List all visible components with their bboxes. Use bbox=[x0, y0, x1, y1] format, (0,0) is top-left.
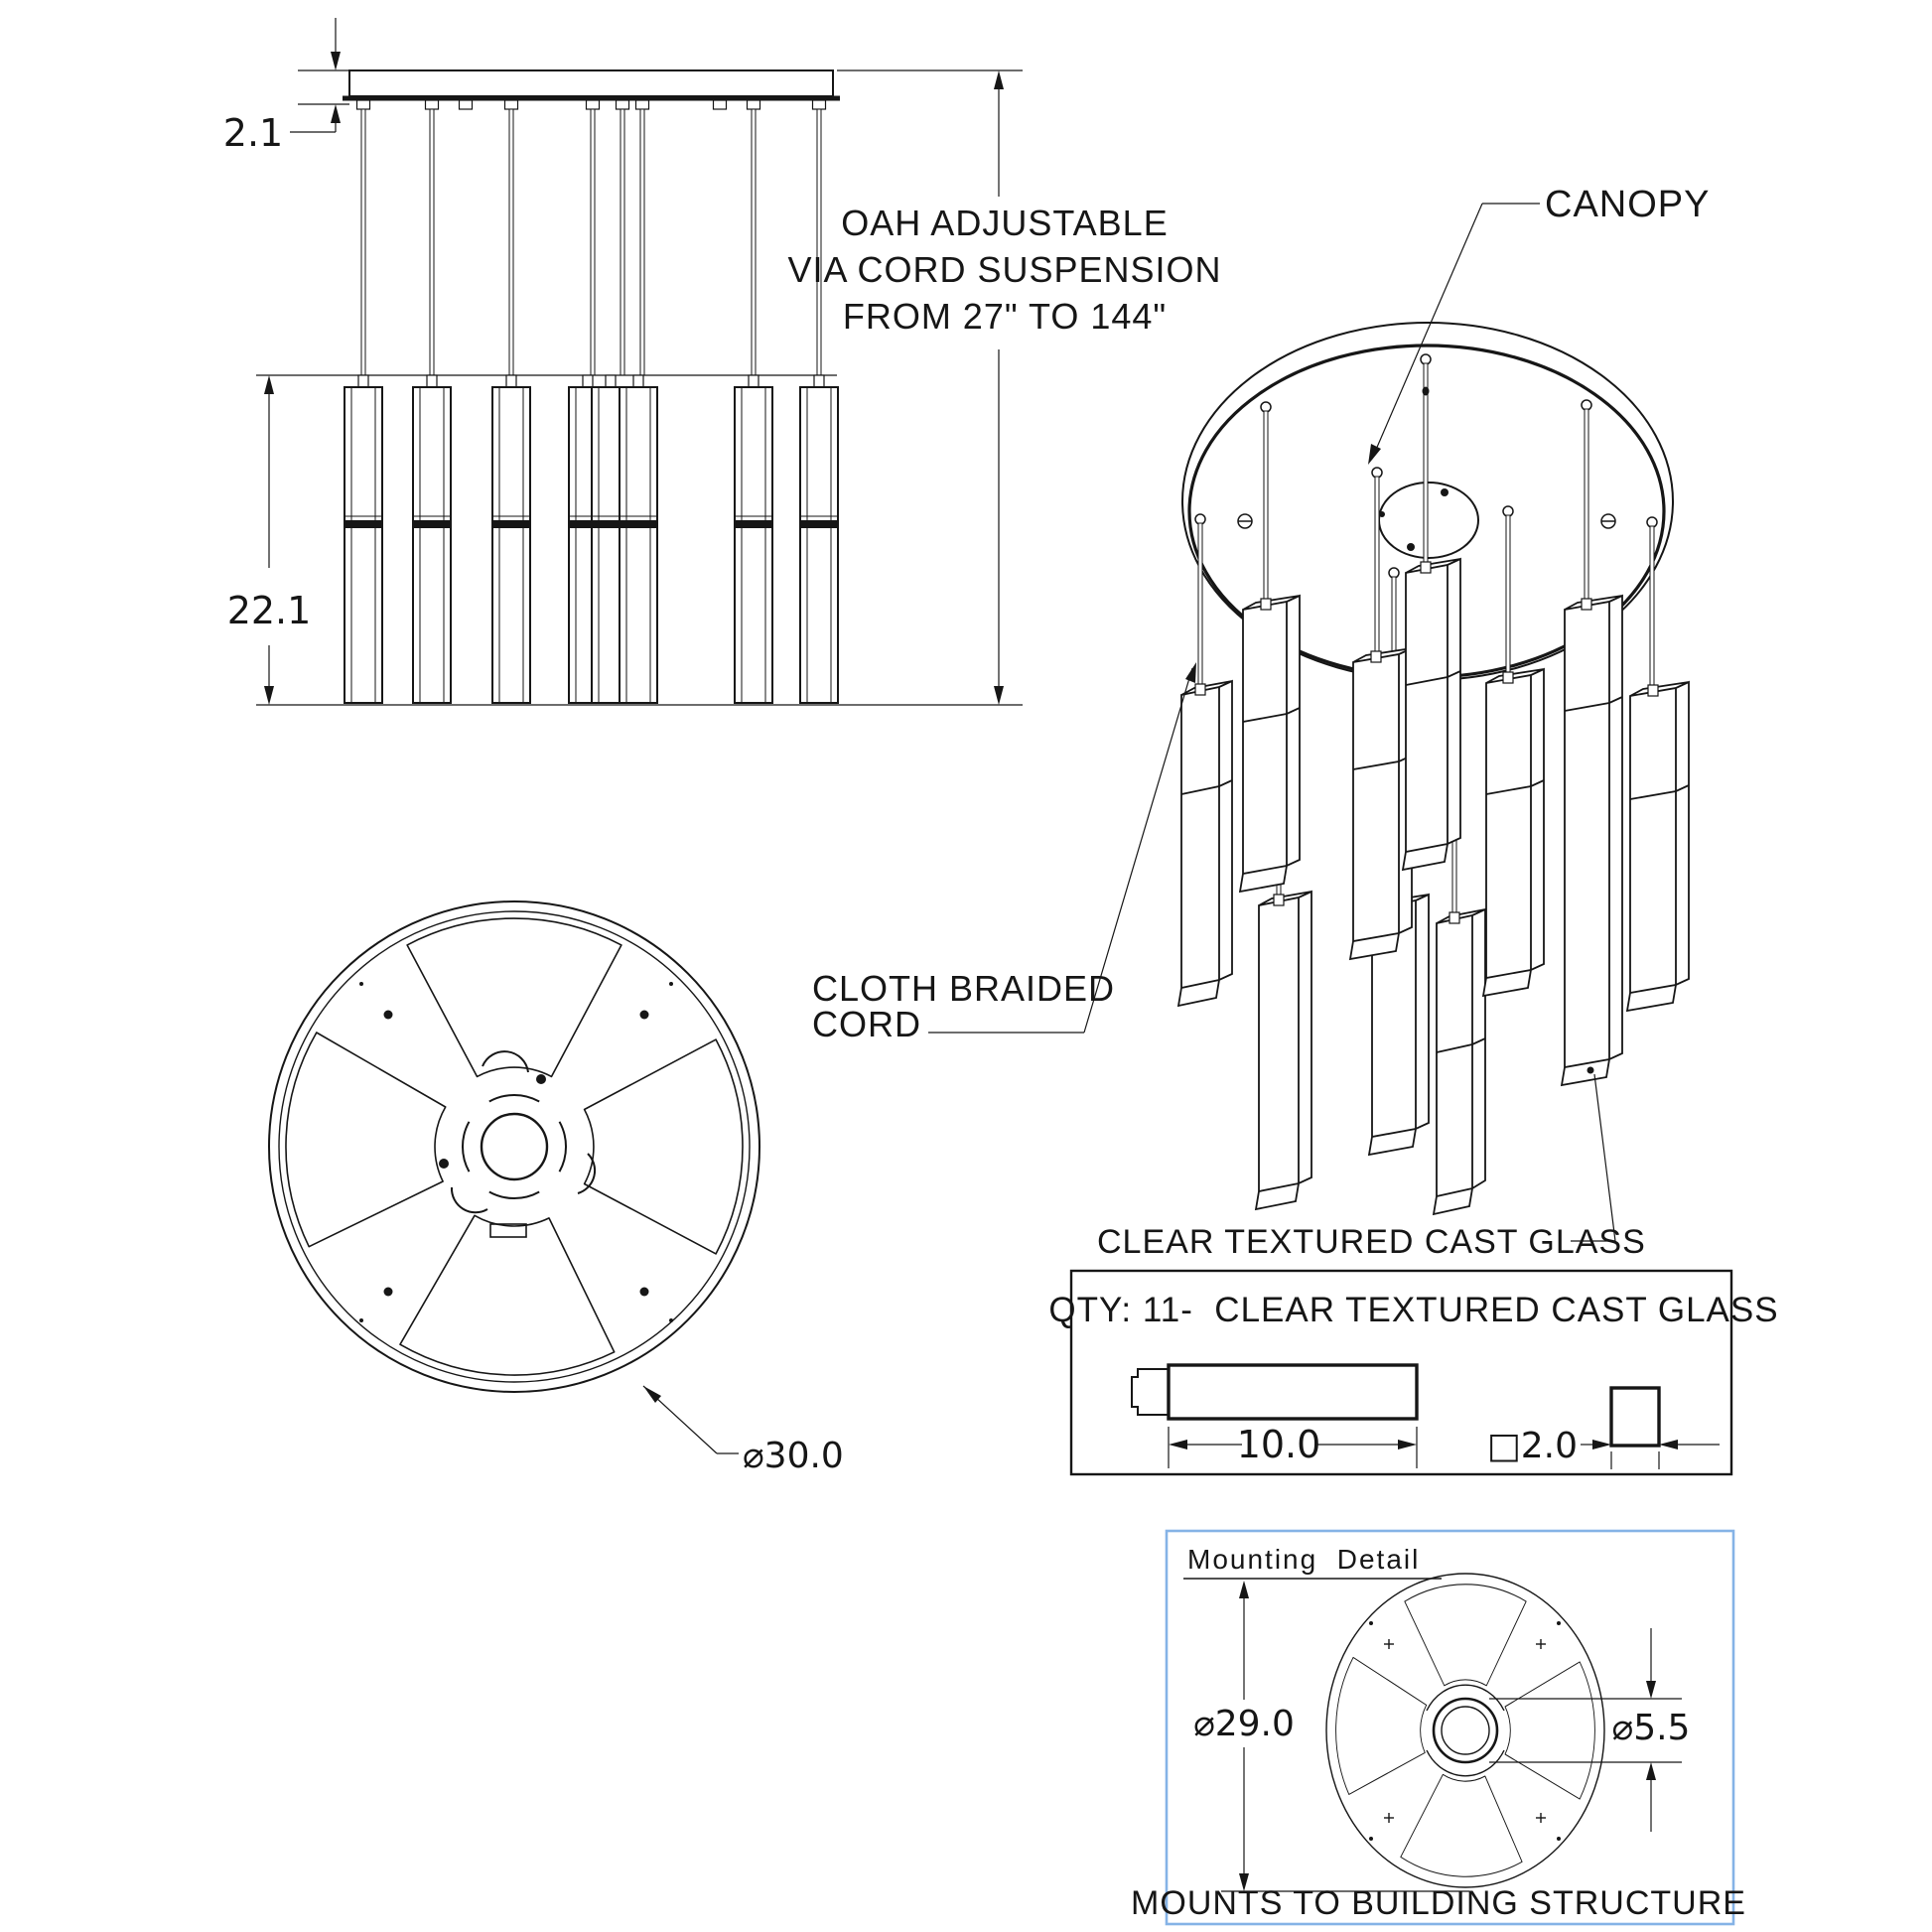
cord-callout bbox=[812, 662, 1196, 1044]
canopy-callout bbox=[1368, 184, 1710, 465]
canopy-label: CANOPY bbox=[1545, 184, 1711, 225]
pendant bbox=[413, 375, 451, 703]
canopy-hanger-tabs bbox=[357, 100, 826, 109]
pendant bbox=[492, 375, 530, 703]
pendant bbox=[735, 375, 772, 703]
glass-label: CLEAR TEXTURED CAST GLASS bbox=[1097, 1223, 1646, 1261]
canopy-plan-outer bbox=[269, 901, 759, 1392]
mounting-title: Mounting Detail bbox=[1187, 1544, 1421, 1575]
pendant bbox=[1403, 559, 1460, 870]
dim-label-glass-length: 10.0 bbox=[1236, 1423, 1321, 1466]
dim-glass-square bbox=[1487, 1426, 1720, 1469]
dim-label-mounting-diameter: ⌀29.0 bbox=[1193, 1704, 1295, 1744]
dim-label-glass-square: □2.0 bbox=[1486, 1426, 1578, 1466]
glass-end-view bbox=[1611, 1388, 1659, 1446]
dim-label-hole-diameter: ⌀5.5 bbox=[1611, 1708, 1691, 1748]
pendant bbox=[1434, 909, 1485, 1214]
canopy-center-hole bbox=[1379, 483, 1478, 558]
pendant bbox=[1627, 682, 1689, 1011]
pendant bbox=[800, 375, 838, 703]
plan-screw-holes bbox=[359, 982, 673, 1322]
mounting-cutouts bbox=[1336, 1585, 1595, 1876]
pendant bbox=[1350, 648, 1412, 959]
cord-label-line-1: CLOTH BRAIDED bbox=[812, 968, 1116, 1009]
canopy-hub bbox=[439, 1051, 595, 1237]
mounting-marks bbox=[1369, 1621, 1561, 1841]
dim-label-canopy-thickness: 2.1 bbox=[222, 111, 284, 155]
oah-note-line-3: FROM 27" TO 144" bbox=[842, 296, 1168, 337]
pendants-elevation bbox=[345, 375, 838, 703]
glass-spec-title: QTY: 11- CLEAR TEXTURED CAST GLASS bbox=[1048, 1291, 1779, 1329]
dim-mounting-diameter bbox=[1193, 1581, 1469, 1891]
mounting-plate bbox=[1326, 1574, 1604, 1887]
plan-view bbox=[269, 901, 844, 1476]
pendant bbox=[1178, 681, 1232, 1006]
glass-spec-box bbox=[1048, 1271, 1778, 1474]
dim-label-pendant-length: 22.1 bbox=[226, 589, 312, 632]
pendant bbox=[1483, 669, 1544, 996]
dim-canopy-thickness bbox=[223, 18, 349, 155]
glass-side-view bbox=[1169, 1365, 1417, 1419]
cord-label-line-2: CORD bbox=[812, 1004, 921, 1044]
canopy-bar bbox=[349, 70, 833, 96]
mounting-note: MOUNTS TO BUILDING STRUCTURE bbox=[1131, 1884, 1746, 1922]
dim-plan-diameter bbox=[643, 1386, 844, 1476]
glass-connector bbox=[1132, 1369, 1169, 1415]
mounting-detail-box bbox=[1131, 1531, 1746, 1924]
dim-glass-length bbox=[1169, 1423, 1417, 1468]
dim-overall-height bbox=[787, 70, 1221, 705]
dim-pendant-length bbox=[227, 375, 312, 705]
pendant bbox=[1256, 892, 1311, 1209]
pendant bbox=[345, 375, 382, 703]
suspension-cords bbox=[361, 109, 821, 375]
oah-note-line-1: OAH ADJUSTABLE bbox=[841, 203, 1169, 243]
canopy-plan-inner bbox=[279, 911, 750, 1382]
pendant bbox=[1240, 596, 1300, 892]
pendants-perspective bbox=[1178, 559, 1689, 1214]
elevation-view bbox=[223, 18, 1222, 705]
perspective-view bbox=[812, 184, 1710, 1261]
canopy-cutouts bbox=[286, 918, 743, 1375]
oah-note-line-2: VIA CORD SUSPENSION bbox=[787, 249, 1222, 290]
dim-label-plan-diameter: ⌀30.0 bbox=[743, 1436, 844, 1476]
pendant bbox=[620, 375, 657, 703]
pendant bbox=[1562, 596, 1622, 1085]
